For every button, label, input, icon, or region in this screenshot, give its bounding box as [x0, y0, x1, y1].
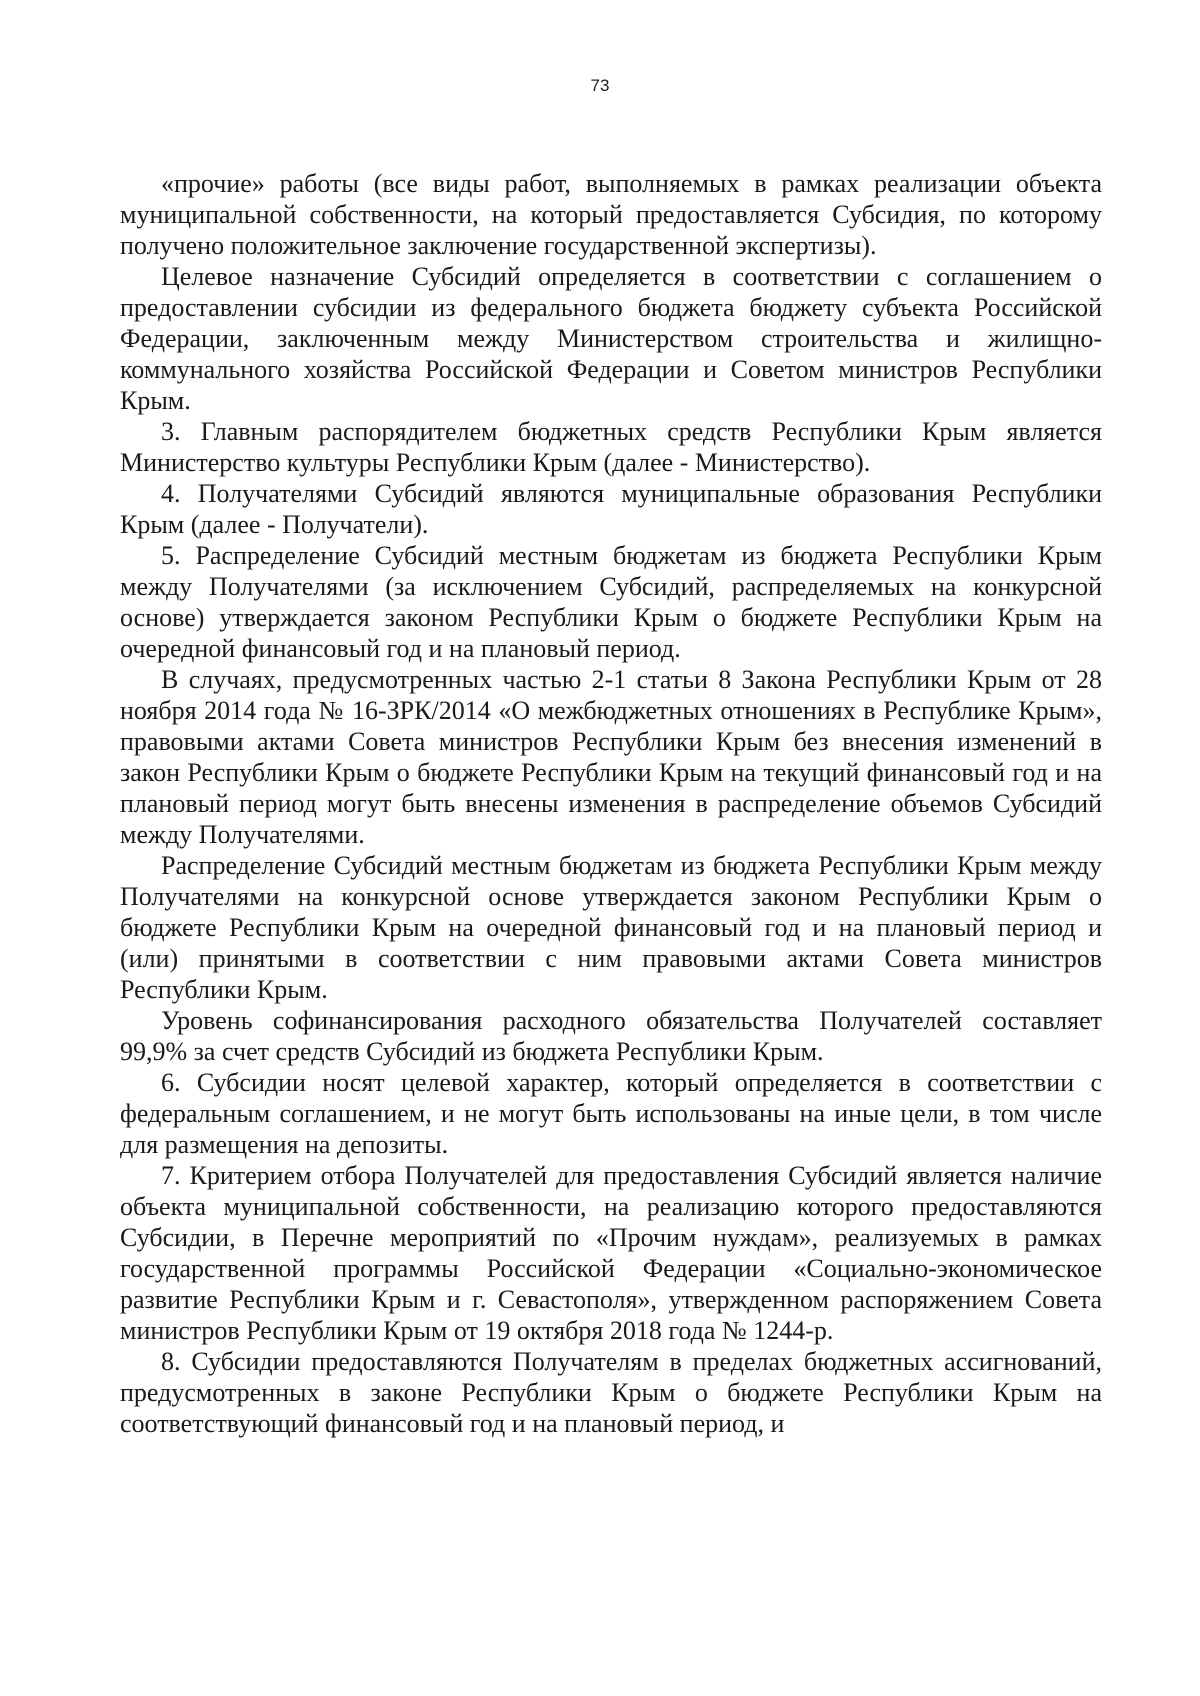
paragraph-item-6: 6. Субсидии носят целевой характер, который определяется в соответствии с федеральным соглашением, и не могут быть использованы на иные цели, в том числе для размещения на депозиты.	[120, 1068, 1102, 1159]
paragraph-item-8: 8. Субсидии предоставляются Получателям в пределах бюджетных ассигнований, предусмотренных в законе Республики Крым о бюджете Республики Крым на соответствующий финансовый год и на плановый период, и	[120, 1347, 1102, 1438]
paragraph-prochie-raboty: «прочие» работы (все виды работ, выполняемых в рамках реализации объекта муниципальной собственности, на который предоставляется Субсидия, по которому получено положительное заключение государственной экспертизы).	[120, 169, 1102, 260]
paragraph-uroven-sofinansirovaniya: Уровень софинансирования расходного обязательства Получателей составляет 99,9% за счет средств Субсидий из бюджета Республики Крым.	[120, 1006, 1102, 1066]
paragraph-celevoe-naznachenie: Целевое назначение Субсидий определяется в соответствии с соглашением о предоставлении субсидии из федерального бюджета бюджету субъекта Российской Федерации, заключенным между Министерством строительства и жилищно-коммунального хозяйства Российской Федерации и Советом министров Республики Крым.	[120, 262, 1102, 415]
document-body	[120, 168, 1102, 1439]
paragraph-item-4: 4. Получателями Субсидий являются муниципальные образования Республики Крым (далее - Получатели).	[120, 479, 1102, 539]
paragraph-v-sluchayah: В случаях, предусмотренных частью 2-1 статьи 8 Закона Республики Крым от 28 ноября 2014 года № 16-ЗРК/2014 «О межбюджетных отношениях в Республике Крым», правовыми актами Совета министров Республики Крым без внесения изменений в закон Республики Крым о бюджете Республики Крым на текущий финансовый год и на плановый период могут быть внесены изменения в распределение объемов Субсидий между Получателями.	[120, 665, 1102, 849]
paragraph-item-7: 7. Критерием отбора Получателей для предоставления Субсидий является наличие объекта муниципальной собственности, на реализацию которого предоставляются Субсидии, в Перечне мероприятий по «Прочим нуждам», реализуемых в рамках государственной программы Российской Федерации «Социально-экономическое развитие Республики Крым и г. Севастополя», утвержденном распоряжением Совета министров Республики Крым от 19 октября 2018 года № 1244-р.	[120, 1161, 1102, 1345]
paragraph-item-5: 5. Распределение Субсидий местным бюджетам из бюджета Республики Крым между Получателями (за исключением Субсидий, распределяемых на конкурсной основе) утверждается законом Республики Крым о бюджете Республики Крым на очередной финансовый год и на плановый период.	[120, 541, 1102, 663]
paragraph-raspredelenie-konkurs: Распределение Субсидий местным бюджетам из бюджета Республики Крым между Получателями на конкурсной основе утверждается законом Республики Крым о бюджете Республики Крым на очередной финансовый год и на плановый период и (или) принятыми в соответствии с ним правовыми актами Совета министров Республики Крым.	[120, 851, 1102, 1004]
page-number: 73	[590, 76, 610, 95]
paragraph-item-3: 3. Главным распорядителем бюджетных средств Республики Крым является Министерство культуры Республики Крым (далее - Министерство).	[120, 417, 1102, 477]
